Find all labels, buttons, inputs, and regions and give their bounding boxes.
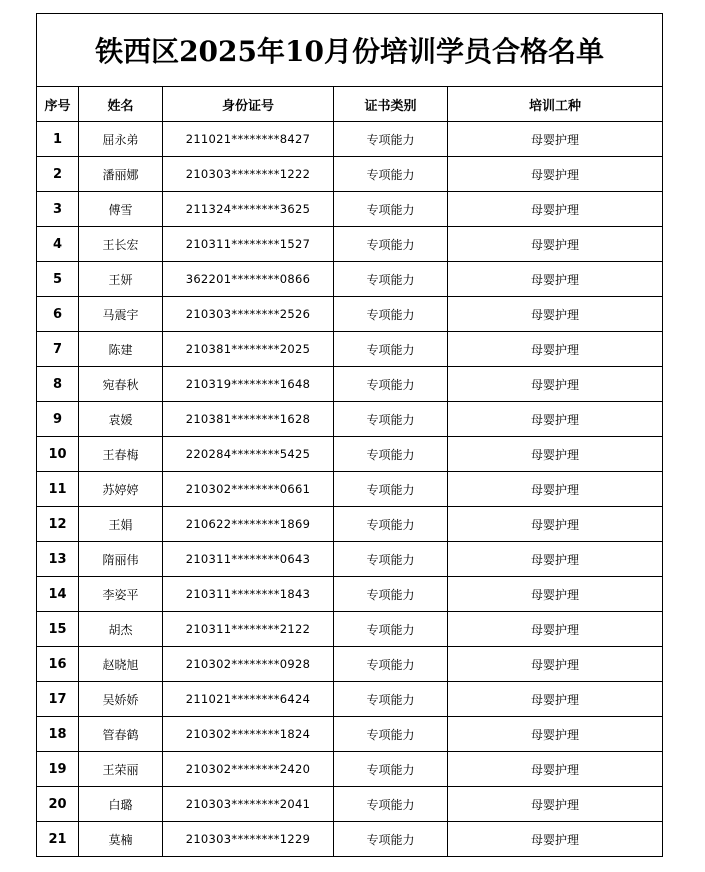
- row-seq: 6: [37, 297, 79, 332]
- table-row: [37, 402, 663, 437]
- row-id-number: 210311********1843: [163, 577, 334, 612]
- row-seq: 7: [37, 332, 79, 367]
- row-training-trade: 母婴护理: [448, 647, 663, 682]
- row-name: 陈建: [79, 332, 163, 367]
- table-row: [37, 542, 663, 577]
- row-id-number: 210303********2041: [163, 787, 334, 822]
- row-name: 赵晓旭: [79, 647, 163, 682]
- row-certificate-type: 专项能力: [334, 367, 448, 402]
- table-row: [37, 507, 663, 542]
- row-id-number: 211324********3625: [163, 192, 334, 227]
- row-name: 李姿平: [79, 577, 163, 612]
- row-id-number: 210303********2526: [163, 297, 334, 332]
- row-training-trade: 母婴护理: [448, 437, 663, 472]
- row-certificate-type: 专项能力: [334, 437, 448, 472]
- table-row: [37, 192, 663, 227]
- row-seq: 11: [37, 472, 79, 507]
- qualified-trainees-table: [36, 13, 663, 857]
- table-row: [37, 647, 663, 682]
- row-seq: 12: [37, 507, 79, 542]
- row-name: 屈永弟: [79, 122, 163, 157]
- row-name: 莫楠: [79, 822, 163, 857]
- row-id-number: 210302********0661: [163, 472, 334, 507]
- row-name: 吴娇娇: [79, 682, 163, 717]
- row-name: 王荣丽: [79, 752, 163, 787]
- row-id-number: 210302********1824: [163, 717, 334, 752]
- row-training-trade: 母婴护理: [448, 542, 663, 577]
- row-seq: 15: [37, 612, 79, 647]
- row-name: 宛春秋: [79, 367, 163, 402]
- row-name: 管春鹤: [79, 717, 163, 752]
- row-certificate-type: 专项能力: [334, 402, 448, 437]
- header-id-number: 身份证号: [163, 87, 334, 122]
- row-certificate-type: 专项能力: [334, 822, 448, 857]
- row-id-number: 220284********5425: [163, 437, 334, 472]
- table-row: [37, 577, 663, 612]
- row-id-number: 210311********0643: [163, 542, 334, 577]
- row-seq: 3: [37, 192, 79, 227]
- row-id-number: 210303********1222: [163, 157, 334, 192]
- row-seq: 13: [37, 542, 79, 577]
- row-certificate-type: 专项能力: [334, 472, 448, 507]
- row-training-trade: 母婴护理: [448, 402, 663, 437]
- row-name: 潘丽娜: [79, 157, 163, 192]
- row-id-number: 210311********1527: [163, 227, 334, 262]
- row-certificate-type: 专项能力: [334, 507, 448, 542]
- row-id-number: 210302********2420: [163, 752, 334, 787]
- row-id-number: 211021********6424: [163, 682, 334, 717]
- table-row: [37, 752, 663, 787]
- row-training-trade: 母婴护理: [448, 227, 663, 262]
- row-id-number: 210303********1229: [163, 822, 334, 857]
- row-seq: 10: [37, 437, 79, 472]
- document-title: 铁西区2025年10月份培训学员合格名单: [37, 14, 663, 87]
- row-name: 胡杰: [79, 612, 163, 647]
- row-seq: 19: [37, 752, 79, 787]
- row-id-number: 211021********8427: [163, 122, 334, 157]
- row-certificate-type: 专项能力: [334, 612, 448, 647]
- row-training-trade: 母婴护理: [448, 297, 663, 332]
- row-seq: 16: [37, 647, 79, 682]
- row-seq: 4: [37, 227, 79, 262]
- row-certificate-type: 专项能力: [334, 157, 448, 192]
- row-name: 王长宏: [79, 227, 163, 262]
- row-certificate-type: 专项能力: [334, 227, 448, 262]
- table-row: [37, 227, 663, 262]
- row-id-number: 210302********0928: [163, 647, 334, 682]
- row-seq: 17: [37, 682, 79, 717]
- row-certificate-type: 专项能力: [334, 262, 448, 297]
- table-row: [37, 297, 663, 332]
- row-certificate-type: 专项能力: [334, 332, 448, 367]
- row-name: 傅雪: [79, 192, 163, 227]
- row-name: 袁媛: [79, 402, 163, 437]
- row-seq: 21: [37, 822, 79, 857]
- row-name: 王春梅: [79, 437, 163, 472]
- table-row: [37, 717, 663, 752]
- row-training-trade: 母婴护理: [448, 717, 663, 752]
- row-seq: 18: [37, 717, 79, 752]
- table-row: [37, 332, 663, 367]
- row-training-trade: 母婴护理: [448, 612, 663, 647]
- row-certificate-type: 专项能力: [334, 752, 448, 787]
- row-id-number: 210311********2122: [163, 612, 334, 647]
- row-name: 王娟: [79, 507, 163, 542]
- row-seq: 9: [37, 402, 79, 437]
- row-certificate-type: 专项能力: [334, 192, 448, 227]
- row-name: 王妍: [79, 262, 163, 297]
- row-certificate-type: 专项能力: [334, 717, 448, 752]
- row-id-number: 210319********1648: [163, 367, 334, 402]
- row-training-trade: 母婴护理: [448, 262, 663, 297]
- row-training-trade: 母婴护理: [448, 682, 663, 717]
- header-training-trade: 培训工种: [448, 87, 663, 122]
- header-seq: 序号: [37, 87, 79, 122]
- row-training-trade: 母婴护理: [448, 472, 663, 507]
- row-id-number: 210622********1869: [163, 507, 334, 542]
- row-certificate-type: 专项能力: [334, 297, 448, 332]
- row-certificate-type: 专项能力: [334, 577, 448, 612]
- table-row: [37, 157, 663, 192]
- row-training-trade: 母婴护理: [448, 367, 663, 402]
- row-id-number: 210381********1628: [163, 402, 334, 437]
- row-seq: 8: [37, 367, 79, 402]
- table-row: [37, 612, 663, 647]
- table-row: [37, 437, 663, 472]
- header-name: 姓名: [79, 87, 163, 122]
- row-training-trade: 母婴护理: [448, 577, 663, 612]
- row-certificate-type: 专项能力: [334, 122, 448, 157]
- row-training-trade: 母婴护理: [448, 157, 663, 192]
- row-training-trade: 母婴护理: [448, 122, 663, 157]
- row-seq: 5: [37, 262, 79, 297]
- row-seq: 20: [37, 787, 79, 822]
- header-certificate-type: 证书类别: [334, 87, 448, 122]
- row-training-trade: 母婴护理: [448, 822, 663, 857]
- table-row: [37, 787, 663, 822]
- header-row: [37, 87, 663, 122]
- table-row: [37, 472, 663, 507]
- row-certificate-type: 专项能力: [334, 647, 448, 682]
- table-row: [37, 122, 663, 157]
- table-row: [37, 682, 663, 717]
- row-certificate-type: 专项能力: [334, 542, 448, 577]
- row-training-trade: 母婴护理: [448, 332, 663, 367]
- row-name: 白璐: [79, 787, 163, 822]
- table-row: [37, 367, 663, 402]
- table-row: [37, 822, 663, 857]
- row-certificate-type: 专项能力: [334, 682, 448, 717]
- row-name: 隋丽伟: [79, 542, 163, 577]
- row-name: 马震宇: [79, 297, 163, 332]
- row-training-trade: 母婴护理: [448, 507, 663, 542]
- row-id-number: 362201********0866: [163, 262, 334, 297]
- row-seq: 1: [37, 122, 79, 157]
- row-training-trade: 母婴护理: [448, 787, 663, 822]
- row-training-trade: 母婴护理: [448, 752, 663, 787]
- row-name: 苏婷婷: [79, 472, 163, 507]
- row-training-trade: 母婴护理: [448, 192, 663, 227]
- table-row: [37, 262, 663, 297]
- row-id-number: 210381********2025: [163, 332, 334, 367]
- table-body: [37, 122, 663, 857]
- row-seq: 14: [37, 577, 79, 612]
- row-certificate-type: 专项能力: [334, 787, 448, 822]
- row-seq: 2: [37, 157, 79, 192]
